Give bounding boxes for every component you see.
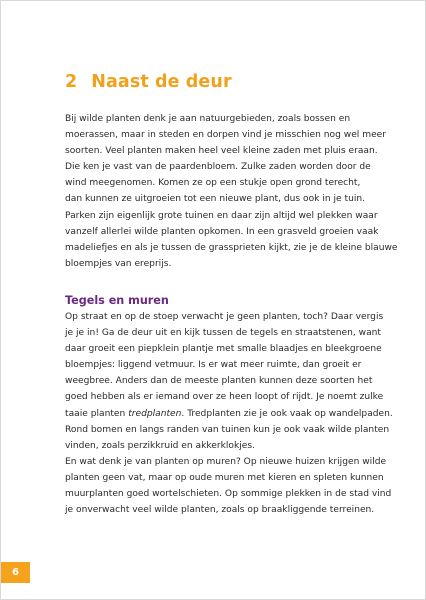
chapter-title-text: Naast de deur xyxy=(91,72,232,92)
text-line: vinden, zoals perzikkruid en akkerklokjes. xyxy=(65,440,256,451)
text-line: weegbree. Anders dan de meeste planten kunnen deze soorten het xyxy=(65,376,373,387)
text-line: Parken zijn eigenlijk grote tuinen en daar zijn altijd wel plekken waar xyxy=(65,210,378,221)
page-number-tab: 6 xyxy=(1,562,30,583)
text-line: dan kunnen ze uitgroeien tot een nieuwe plant, dus ook in je tuin. xyxy=(65,194,366,205)
text-segment: . Tredplanten zie je ook vaak op wandelpaden. xyxy=(181,408,393,419)
text-line: Bij wilde planten denk je aan natuurgebieden, zoals bossen en xyxy=(65,114,351,124)
text-line: bloempjes: liggend vetmuur. Is er wat meer ruimte, dan groeit er xyxy=(65,360,362,371)
text-line: vanzelf allerlei wilde planten opkomen. In een grasveld groeien vaak xyxy=(65,226,379,237)
text-line: moerassen, maar in steden en dorpen vind je misschien nog wel meer xyxy=(65,130,386,141)
text-line: soorten. Veel planten maken heel veel kleine zaden met pluis eraan. xyxy=(65,146,378,157)
emphasized-term: tredplanten xyxy=(128,408,182,419)
text-segment: taaie planten xyxy=(65,408,129,419)
text-line: wind meegenomen. Komen ze op een stukje open grond terecht, xyxy=(65,178,361,189)
text-line: Die ken je vast van de paardenbloem. Zulke zaden worden door de xyxy=(65,162,371,173)
text-line: Op straat en op de stoep verwacht je geen planten, toch? Daar vergis xyxy=(65,312,384,322)
section-paragraph xyxy=(65,309,393,518)
text-line: muurplanten goed wortelschieten. Op sommige plekken in de stad vind xyxy=(65,489,392,500)
text-line-emphasis xyxy=(65,406,393,422)
text-line: je je in! Ga de deur uit en kijk tussen de tegels en straatstenen, want xyxy=(65,328,381,339)
text-line: bloempjes van ereprijs. xyxy=(65,258,172,269)
text-line: madeliefjes en als je tussen de grassprieten kijkt, zie je de kleine blauwe xyxy=(65,242,398,253)
text-line: Rond bomen en langs randen van tuinen kun je ook vaak wilde planten xyxy=(65,424,390,435)
section-heading: Tegels en muren xyxy=(65,294,169,307)
intro-paragraph xyxy=(65,111,398,272)
chapter-number: 2 xyxy=(65,72,78,92)
text-line: planten geen vat, maar op oude muren met kieren en spleten kunnen xyxy=(65,472,384,483)
text-line: En wat denk je van planten op muren? Op nieuwe huizen krijgen wilde xyxy=(65,456,387,467)
chapter-title xyxy=(65,72,232,92)
text-line: daar groeit een piepklein plantje met smalle blaadjes en bleekgroene xyxy=(65,344,382,355)
text-line: je onverwacht veel wilde planten, zoals op braakliggende terreinen. xyxy=(65,505,375,516)
text-line: goed hebben als er iemand over ze heen loopt of rijdt. Je noemt zulke xyxy=(65,392,384,403)
